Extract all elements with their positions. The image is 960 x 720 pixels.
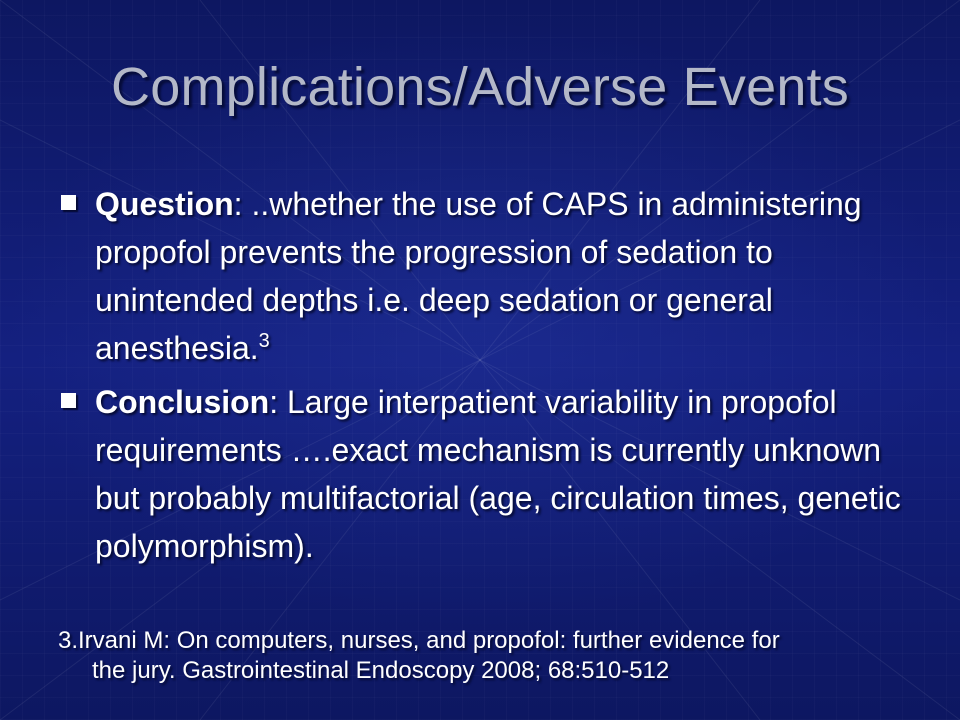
square-bullet-icon <box>61 195 76 210</box>
reference-line-2: the jury. Gastrointestinal Endoscopy 2008; 68:510-512 <box>92 657 670 684</box>
bullet-text: ..whether the use of CAPS in administering propofol prevents the progression of sedation to unintended depths i.e. deep sedation or general anesthesia. <box>95 186 862 366</box>
bullet-separator: : <box>269 384 279 420</box>
square-bullet-icon <box>61 393 76 408</box>
bullet-conclusion <box>58 378 918 570</box>
footnote-marker: 3 <box>258 330 270 352</box>
bullet-question <box>58 180 918 372</box>
bullet-separator: : <box>233 186 243 222</box>
bullet-list <box>58 180 918 576</box>
reference-line-1: 3.Irvani M: On computers, nurses, and propofol: further evidence for <box>58 627 780 654</box>
bullet-label: Question <box>95 186 234 222</box>
slide-title: Complications/Adverse Events <box>111 57 849 117</box>
reference-citation <box>58 626 918 686</box>
bullet-text: Large interpatient variability in propofol requirements ….exact mechanism is currently unknown but probably multifactorial (age, circulation times, genetic polymorphism). <box>95 384 901 564</box>
bullet-label: Conclusion <box>95 384 270 420</box>
